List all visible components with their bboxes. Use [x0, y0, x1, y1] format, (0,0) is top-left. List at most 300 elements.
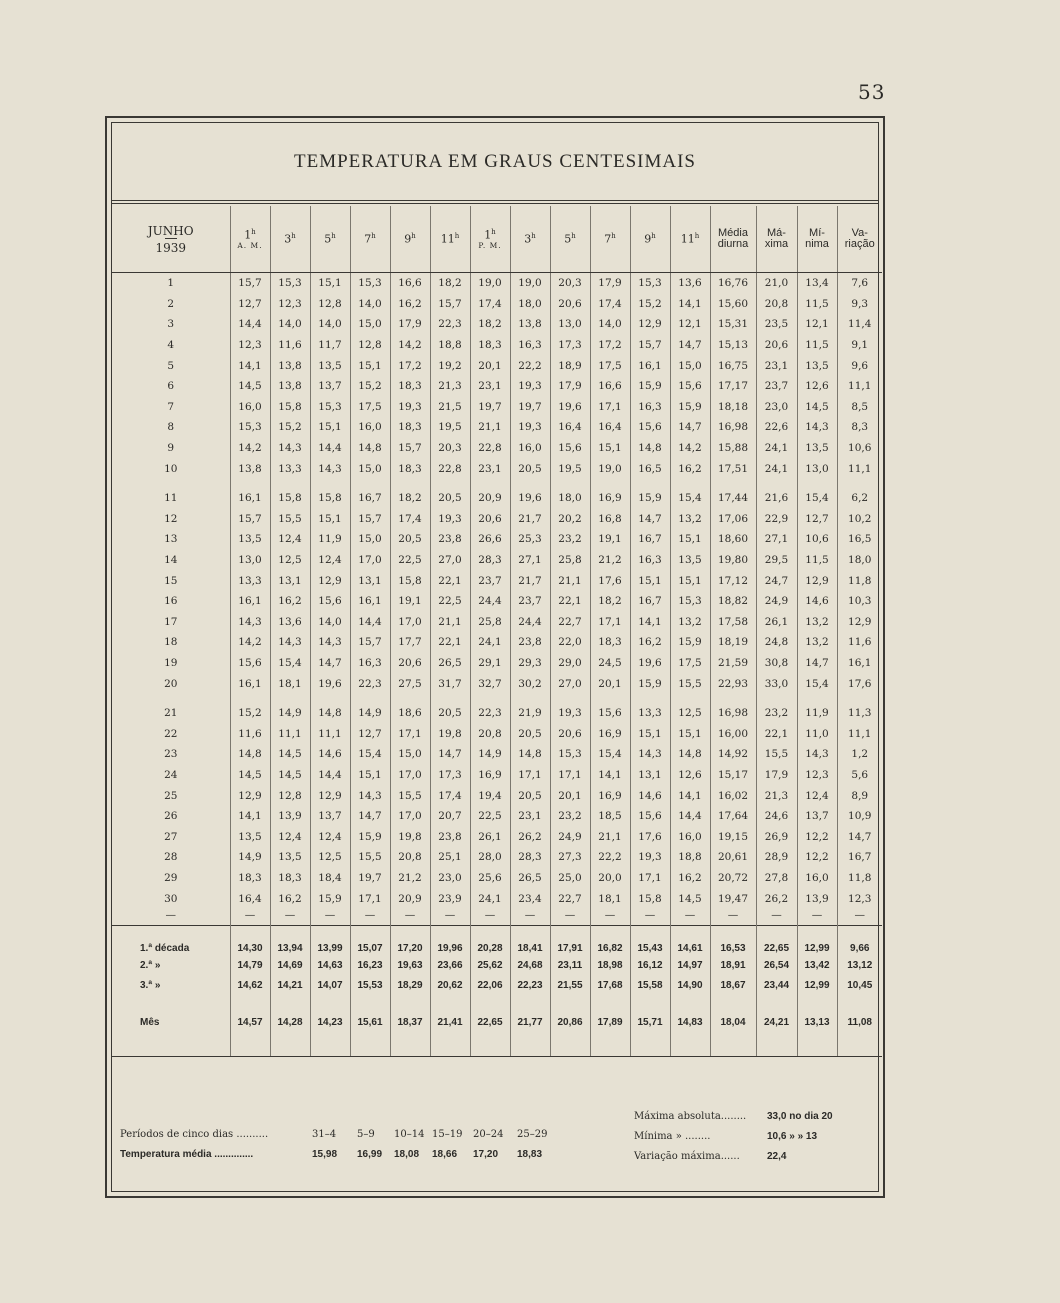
value-cell: 17,3: [430, 765, 470, 786]
value-cell: 13,9: [270, 806, 310, 827]
value-cell: 26,2: [510, 826, 550, 847]
value-cell: 23,1: [470, 376, 510, 397]
value-cell: 20,1: [590, 673, 630, 694]
value-cell: 15,8: [270, 397, 310, 418]
value-cell: 14,3: [270, 438, 310, 459]
value-cell: 20,5: [430, 488, 470, 509]
gap-cell: [630, 1036, 670, 1057]
value-cell: —: [430, 909, 470, 926]
value-cell: 19,1: [390, 591, 430, 612]
year-rule: [165, 238, 177, 239]
value-cell: 25,6: [470, 868, 510, 889]
row-label-cell: 1.ª década: [112, 925, 230, 956]
value-cell: 15,1: [630, 570, 670, 591]
value-cell: 15,3: [630, 273, 670, 294]
value-cell: 15,7: [350, 632, 390, 653]
value-cell: 15,1: [310, 417, 350, 438]
value-cell: 16,3: [510, 335, 550, 356]
day-row: [112, 355, 882, 376]
value-cell: 28,9: [756, 847, 797, 868]
value-cell: 19,5: [430, 417, 470, 438]
value-cell: 14,1: [630, 612, 670, 633]
value-cell: 17,5: [350, 397, 390, 418]
value-cell: 11,8: [837, 868, 882, 889]
min-abs-value: 10,6 » » 13: [767, 1131, 818, 1142]
value-cell: 11,1: [310, 723, 350, 744]
value-cell: 13,8: [230, 458, 270, 479]
value-cell: 15,8: [310, 488, 350, 509]
value-cell: 13,5: [797, 355, 837, 376]
value-cell: 12,6: [797, 376, 837, 397]
value-cell: 15,9: [310, 888, 350, 909]
value-cell: 21,41: [430, 1010, 470, 1036]
value-cell: 15,5: [390, 785, 430, 806]
value-cell: —: [390, 909, 430, 926]
value-cell: 23,2: [756, 703, 797, 724]
gap-cell: [230, 1036, 270, 1057]
value-cell: 22,1: [550, 591, 590, 612]
gap-cell: [756, 479, 797, 488]
value-cell: 17,6: [590, 570, 630, 591]
row-label-cell: 18: [164, 636, 178, 649]
value-cell: 15,9: [350, 826, 390, 847]
value-cell: 12,6: [670, 765, 710, 786]
gap-cell: [390, 694, 430, 703]
value-cell: 16,7: [350, 488, 390, 509]
value-cell: 12,3: [270, 294, 310, 315]
value-cell: 12,4: [310, 550, 350, 571]
value-cell: 13,2: [797, 632, 837, 653]
value-cell: 15,1: [310, 273, 350, 294]
day-row: [112, 785, 882, 806]
period-range: 5–9: [357, 1129, 375, 1140]
gap-cell: [550, 479, 590, 488]
value-cell: 17,44: [710, 488, 756, 509]
row-label-cell: 16: [164, 595, 178, 608]
value-cell: 14,83: [670, 1010, 710, 1036]
month-label: JUNHO: [147, 223, 194, 238]
title-rule-double: [112, 203, 878, 204]
value-cell: 14,0: [310, 314, 350, 335]
value-cell: 11,5: [797, 335, 837, 356]
row-label-cell: 5: [167, 359, 175, 372]
value-cell: 14,4: [230, 314, 270, 335]
hour-header: 11$^h$: [430, 206, 470, 273]
var-max-value: 22,4: [767, 1151, 787, 1162]
value-cell: 15,7: [230, 509, 270, 530]
value-cell: 23,0: [756, 397, 797, 418]
gap-cell: [797, 479, 837, 488]
row-label-cell: 24: [164, 768, 178, 781]
value-cell: 24,68: [510, 956, 550, 976]
value-cell: 15,43: [630, 925, 670, 956]
value-cell: 30,2: [510, 673, 550, 694]
value-cell: 15,8: [270, 488, 310, 509]
value-cell: 18,3: [390, 417, 430, 438]
value-cell: 16,9: [470, 765, 510, 786]
decade-summary-row: [112, 956, 882, 976]
value-cell: —: [510, 909, 550, 926]
gap-cell: [550, 694, 590, 703]
hour-value: 7: [364, 232, 372, 246]
value-cell: 8,9: [837, 785, 882, 806]
gap-cell: [590, 479, 630, 488]
value-cell: 10,2: [837, 509, 882, 530]
value-cell: 24,5: [590, 653, 630, 674]
gap-cell: [670, 694, 710, 703]
value-cell: 21,3: [756, 785, 797, 806]
value-cell: 14,7: [430, 744, 470, 765]
gap-cell: [756, 694, 797, 703]
value-cell: 29,0: [550, 653, 590, 674]
value-cell: 16,4: [550, 417, 590, 438]
value-cell: 15,6: [310, 591, 350, 612]
hour-header: 3$^h$: [270, 206, 310, 273]
value-cell: 24,4: [470, 591, 510, 612]
value-cell: 15,1: [350, 765, 390, 786]
temperature-table: [112, 206, 882, 1057]
value-cell: 20,6: [550, 294, 590, 315]
value-cell: 12,1: [797, 314, 837, 335]
value-cell: 15,07: [350, 925, 390, 956]
value-cell: 18,2: [470, 314, 510, 335]
gap-cell: [270, 694, 310, 703]
hour-value: 9: [644, 232, 652, 246]
value-cell: 12,7: [797, 509, 837, 530]
value-cell: 18,1: [590, 888, 630, 909]
value-cell: 17,6: [837, 673, 882, 694]
value-cell: 16,5: [630, 458, 670, 479]
value-cell: 15,3: [230, 417, 270, 438]
value-cell: 20,0: [590, 868, 630, 889]
value-cell: 11,9: [797, 703, 837, 724]
value-cell: 19,4: [470, 785, 510, 806]
value-cell: 20,7: [430, 806, 470, 827]
hour-header: 7$^h$: [590, 206, 630, 273]
value-cell: 22,1: [756, 723, 797, 744]
gap-cell: [310, 1036, 350, 1057]
gap-cell: [590, 1036, 630, 1057]
month-header: [112, 206, 230, 273]
value-cell: 20,9: [390, 888, 430, 909]
value-cell: —: [270, 909, 310, 926]
hour-sub: P. M.: [478, 241, 502, 251]
value-cell: 21,59: [710, 653, 756, 674]
day-row: [112, 376, 882, 397]
value-cell: 14,1: [230, 806, 270, 827]
gap-cell: [390, 996, 430, 1010]
value-cell: 12,9: [310, 570, 350, 591]
value-cell: 16,7: [630, 529, 670, 550]
value-cell: 17,1: [590, 397, 630, 418]
header-row: [112, 206, 882, 273]
value-cell: 21,6: [756, 488, 797, 509]
value-cell: 14,8: [310, 703, 350, 724]
value-cell: 14,5: [270, 765, 310, 786]
value-cell: 18,0: [510, 294, 550, 315]
min-abs-label: Mínima » ........: [634, 1131, 711, 1142]
hour-value: 3: [524, 232, 532, 246]
value-cell: 16,3: [630, 397, 670, 418]
value-cell: 15,5: [270, 509, 310, 530]
gap-cell: [230, 694, 270, 703]
value-cell: 15,9: [630, 376, 670, 397]
day-row: [112, 438, 882, 459]
value-cell: 18,37: [390, 1010, 430, 1036]
period-range: 31–4: [312, 1129, 337, 1140]
period-range: 20–24: [473, 1129, 504, 1140]
value-cell: 24,9: [550, 826, 590, 847]
value-cell: 24,7: [756, 570, 797, 591]
value-cell: 27,1: [756, 529, 797, 550]
value-cell: 18,19: [710, 632, 756, 653]
value-cell: 15,7: [230, 273, 270, 294]
day-row: [112, 703, 882, 724]
value-cell: 25,0: [550, 868, 590, 889]
value-cell: 19,3: [390, 397, 430, 418]
value-cell: 15,4: [797, 673, 837, 694]
gap-cell: [510, 479, 550, 488]
hour-value: 1: [484, 228, 492, 242]
gap-cell: [837, 996, 882, 1010]
closing-row: [112, 1036, 882, 1057]
value-cell: —: [670, 909, 710, 926]
value-cell: 19,6: [310, 673, 350, 694]
decade-summary-row: [112, 925, 882, 956]
value-cell: 14,1: [230, 355, 270, 376]
value-cell: 22,5: [470, 806, 510, 827]
value-cell: 16,2: [270, 888, 310, 909]
value-cell: 15,1: [670, 723, 710, 744]
value-cell: 18,5: [590, 806, 630, 827]
value-cell: 7,6: [837, 273, 882, 294]
day-row: [112, 612, 882, 633]
value-cell: 22,93: [710, 673, 756, 694]
gap-cell: [630, 694, 670, 703]
value-cell: 15,9: [630, 673, 670, 694]
value-cell: 18,18: [710, 397, 756, 418]
page-title: TEMPERATURA EM GRAUS CENTESIMAIS: [293, 151, 696, 172]
value-cell: 20,1: [550, 785, 590, 806]
value-cell: 16,8: [590, 509, 630, 530]
value-cell: 19,7: [350, 868, 390, 889]
row-label-cell: 11: [164, 492, 178, 505]
period-temp: 17,20: [473, 1149, 499, 1160]
value-cell: 23,5: [756, 314, 797, 335]
day-row: [112, 653, 882, 674]
value-cell: 17,91: [550, 925, 590, 956]
value-cell: —: [350, 909, 390, 926]
value-cell: 14,3: [310, 632, 350, 653]
hour-header: 11$^h$: [670, 206, 710, 273]
value-cell: 17,2: [590, 335, 630, 356]
value-cell: 27,1: [510, 550, 550, 571]
value-cell: 5,6: [837, 765, 882, 786]
value-cell: 28,3: [510, 847, 550, 868]
hour-header: 5$^h$: [310, 206, 350, 273]
value-cell: 16,12: [630, 956, 670, 976]
value-cell: 13,6: [270, 612, 310, 633]
row-label-cell: 3: [167, 318, 175, 331]
value-cell: 29,1: [470, 653, 510, 674]
value-cell: 14,7: [350, 806, 390, 827]
day-row: [112, 550, 882, 571]
value-cell: 26,54: [756, 956, 797, 976]
value-cell: 21,1: [550, 570, 590, 591]
value-cell: 15,2: [350, 376, 390, 397]
value-cell: 14,3: [310, 458, 350, 479]
value-cell: 8,5: [837, 397, 882, 418]
value-cell: 22,65: [756, 925, 797, 956]
value-cell: 17,0: [390, 765, 430, 786]
value-cell: 20,6: [756, 335, 797, 356]
value-cell: 14,1: [590, 765, 630, 786]
value-cell: 17,5: [590, 355, 630, 376]
value-cell: 14,8: [510, 744, 550, 765]
value-cell: 15,8: [390, 570, 430, 591]
value-cell: 14,4: [670, 806, 710, 827]
period-range: 15–19: [432, 1129, 463, 1140]
hour-value: 11: [440, 232, 455, 246]
value-cell: 14,3: [797, 417, 837, 438]
value-cell: 24,8: [756, 632, 797, 653]
value-cell: 15,1: [630, 723, 670, 744]
value-cell: 18,3: [390, 458, 430, 479]
value-cell: 17,1: [550, 765, 590, 786]
value-cell: 28,0: [470, 847, 510, 868]
gap-cell: [670, 479, 710, 488]
value-cell: 12,8: [310, 294, 350, 315]
value-cell: 17,3: [550, 335, 590, 356]
value-cell: 18,3: [230, 868, 270, 889]
value-cell: 20,28: [470, 925, 510, 956]
value-cell: 16,7: [837, 847, 882, 868]
gap-cell: [230, 996, 270, 1010]
value-cell: 12,5: [670, 703, 710, 724]
max-abs-value: 33,0 no dia 20: [767, 1111, 833, 1122]
value-cell: 12,3: [230, 335, 270, 356]
value-cell: —: [797, 909, 837, 926]
row-label-cell: 19: [164, 656, 178, 669]
value-cell: 14,3: [270, 632, 310, 653]
value-cell: 17,20: [390, 925, 430, 956]
value-cell: 12,9: [310, 785, 350, 806]
gap-cell: [470, 694, 510, 703]
value-cell: 14,4: [310, 765, 350, 786]
value-cell: 20,86: [550, 1010, 590, 1036]
value-cell: 17,9: [756, 765, 797, 786]
row-label-cell: 28: [164, 851, 178, 864]
value-cell: 23,7: [510, 591, 550, 612]
value-cell: 19,2: [430, 355, 470, 376]
gap-cell: [756, 996, 797, 1010]
value-cell: 10,9: [837, 806, 882, 827]
value-cell: 16,23: [350, 956, 390, 976]
value-cell: 23,7: [470, 570, 510, 591]
value-cell: 19,15: [710, 826, 756, 847]
table-body: [112, 273, 882, 1057]
value-cell: 21,55: [550, 976, 590, 996]
value-cell: 15,58: [630, 976, 670, 996]
value-cell: 11,6: [230, 723, 270, 744]
value-cell: 18,98: [590, 956, 630, 976]
hour-value: 5: [564, 232, 572, 246]
value-cell: 15,8: [630, 888, 670, 909]
value-cell: 32,7: [470, 673, 510, 694]
value-cell: 12,9: [837, 612, 882, 633]
value-cell: 22,3: [350, 673, 390, 694]
value-cell: 14,79: [230, 956, 270, 976]
period-temp: 18,08: [394, 1149, 420, 1160]
value-cell: 13,7: [310, 806, 350, 827]
value-cell: 15,6: [590, 703, 630, 724]
day-row: [112, 417, 882, 438]
value-cell: 15,53: [350, 976, 390, 996]
value-cell: 14,2: [670, 438, 710, 459]
day-row: [112, 529, 882, 550]
value-cell: 19,6: [630, 653, 670, 674]
value-cell: 15,0: [670, 355, 710, 376]
value-cell: 23,1: [470, 458, 510, 479]
row-label-cell: 25: [164, 789, 178, 802]
value-cell: 21,5: [430, 397, 470, 418]
value-cell: 20,6: [550, 723, 590, 744]
value-cell: 18,2: [590, 591, 630, 612]
gap-cell: [112, 694, 230, 703]
value-cell: 20,5: [510, 785, 550, 806]
value-cell: 19,0: [590, 458, 630, 479]
value-cell: 15,4: [590, 744, 630, 765]
value-cell: 21,3: [430, 376, 470, 397]
gap-cell: [310, 996, 350, 1010]
value-cell: 25,3: [510, 529, 550, 550]
value-cell: 24,1: [470, 888, 510, 909]
hour-value: 3: [284, 232, 292, 246]
value-cell: 14,6: [630, 785, 670, 806]
value-cell: 16,9: [590, 723, 630, 744]
dash-row: [112, 909, 882, 926]
day-row: [112, 765, 882, 786]
value-cell: 21,1: [470, 417, 510, 438]
gap-cell: [756, 1036, 797, 1057]
value-cell: 16,2: [270, 591, 310, 612]
value-cell: 9,66: [837, 925, 882, 956]
value-cell: 20,8: [470, 723, 510, 744]
value-cell: 14,2: [230, 438, 270, 459]
value-cell: 18,29: [390, 976, 430, 996]
value-cell: 9,3: [837, 294, 882, 315]
gap-cell: [837, 1036, 882, 1057]
media-diurna-header: Média diurna: [710, 206, 756, 273]
value-cell: 18,2: [430, 273, 470, 294]
day-row: [112, 673, 882, 694]
group-gap-row: [112, 479, 882, 488]
value-cell: 15,31: [710, 314, 756, 335]
value-cell: 15,61: [350, 1010, 390, 1036]
value-cell: 22,0: [550, 632, 590, 653]
value-cell: 11,9: [310, 529, 350, 550]
value-cell: —: [630, 909, 670, 926]
value-cell: 20,5: [390, 529, 430, 550]
row-label-cell: 6: [167, 380, 175, 393]
day-row: [112, 591, 882, 612]
value-cell: 27,5: [390, 673, 430, 694]
value-cell: 26,6: [470, 529, 510, 550]
value-cell: 16,75: [710, 355, 756, 376]
value-cell: 15,1: [590, 438, 630, 459]
value-cell: 12,99: [797, 976, 837, 996]
value-cell: 13,3: [630, 703, 670, 724]
